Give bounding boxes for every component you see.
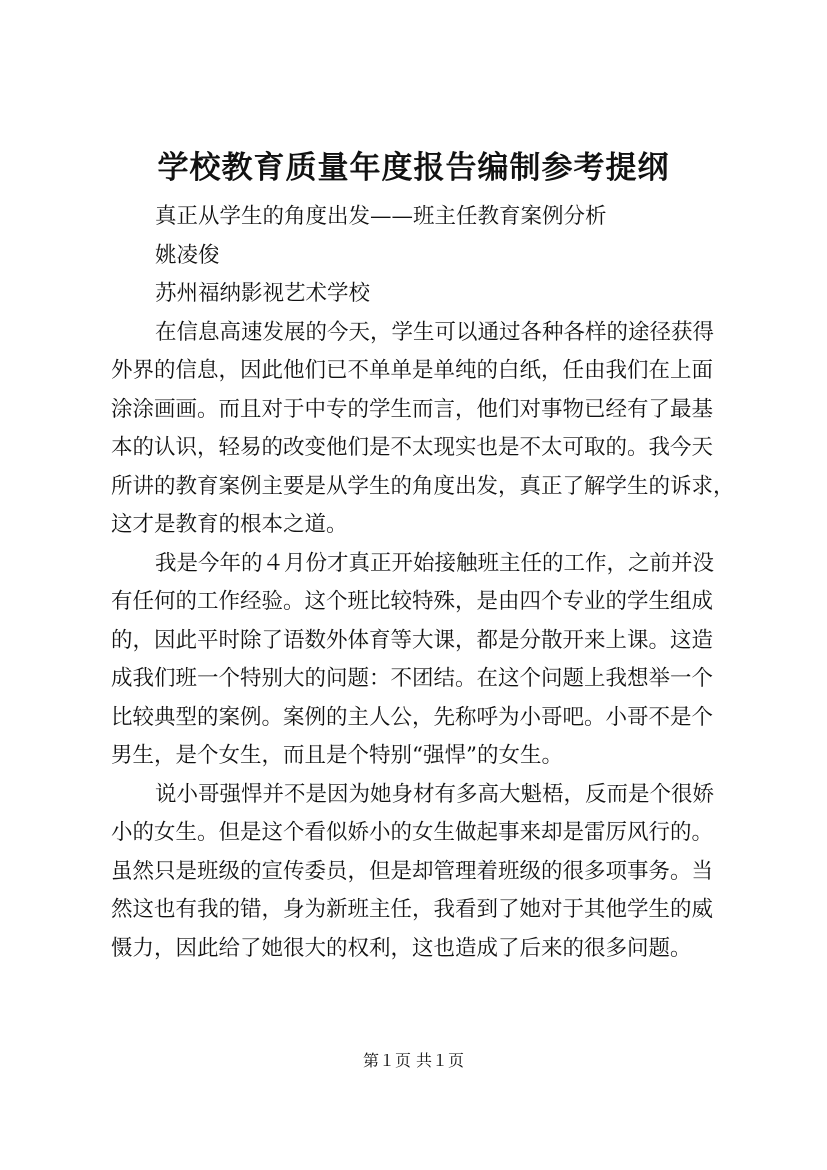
page-number: 第１页 共１页 xyxy=(362,1051,465,1070)
paragraph-line: 小的女生。但是这个看似娇小的女生做起事来却是雷厉风行的。 xyxy=(111,820,714,845)
paragraph-line: 所讲的教育案例主要是从学生的角度出发，真正了解学生的诉求， xyxy=(111,473,735,499)
paragraph-line: 外界的信息，因此他们已不单单是单纯的白纸，任由我们在上面 xyxy=(111,358,714,383)
paragraph-line: 成我们班一个特别大的问题：不团结。在这个问题上我想举一个 xyxy=(111,666,714,691)
author-name: 姚凌俊 xyxy=(155,242,220,268)
paragraph-line: 虽然只是班级的宣传委员，但是却管理着班级的很多项事务。当 xyxy=(111,858,714,884)
document-body xyxy=(111,198,733,968)
paragraph-line: 这才是教育的根本之道。 xyxy=(111,512,348,537)
school-name: 苏州福纳影视艺术学校 xyxy=(155,281,371,306)
paragraph-line: 然这也有我的错，身为新班主任，我看到了她对于其他学生的威 xyxy=(111,897,714,922)
paragraph-line: 慑力，因此给了她很大的权利，这也造成了后来的很多问题。 xyxy=(111,935,692,961)
paragraph-line: 本的认识，轻易的改变他们是不太现实也是不太可取的。我今天 xyxy=(111,435,714,460)
paragraph-2 xyxy=(111,545,733,776)
paragraph-line: 比较典型的案例。案例的主人公，先称呼为小哥吧。小哥不是个 xyxy=(111,704,714,730)
paragraph-line: 在信息高速发展的今天，学生可以通过各种各样的途径获得 xyxy=(155,319,715,345)
paragraph-3 xyxy=(111,776,733,969)
paragraph-line: 我是今年的４月份才真正开始接触班主任的工作，之前并没 xyxy=(155,550,715,576)
paragraph-line: 涂涂画画。而且对于中专的学生而言，他们对事物已经有了最基 xyxy=(111,396,714,422)
subtitle: 真正从学生的角度出发——班主任教育案例分析 xyxy=(155,204,607,229)
paragraph-line: 有任何的工作经验。这个班比较特殊，是由四个专业的学生组成 xyxy=(111,589,714,614)
paragraph-line: 男生，是个女生，而且是个特别“强悍”的女生。 xyxy=(111,743,563,768)
paragraph-line: 的，因此平时除了语数外体育等大课，都是分散开来上课。这造 xyxy=(111,627,714,653)
document-title: 学校教育质量年度报告编制参考提纲 xyxy=(157,150,670,186)
paragraph-1 xyxy=(111,314,733,545)
paragraph-line: 说小哥强悍并不是因为她身材有多高大魁梧，反而是个很娇 xyxy=(155,781,715,807)
